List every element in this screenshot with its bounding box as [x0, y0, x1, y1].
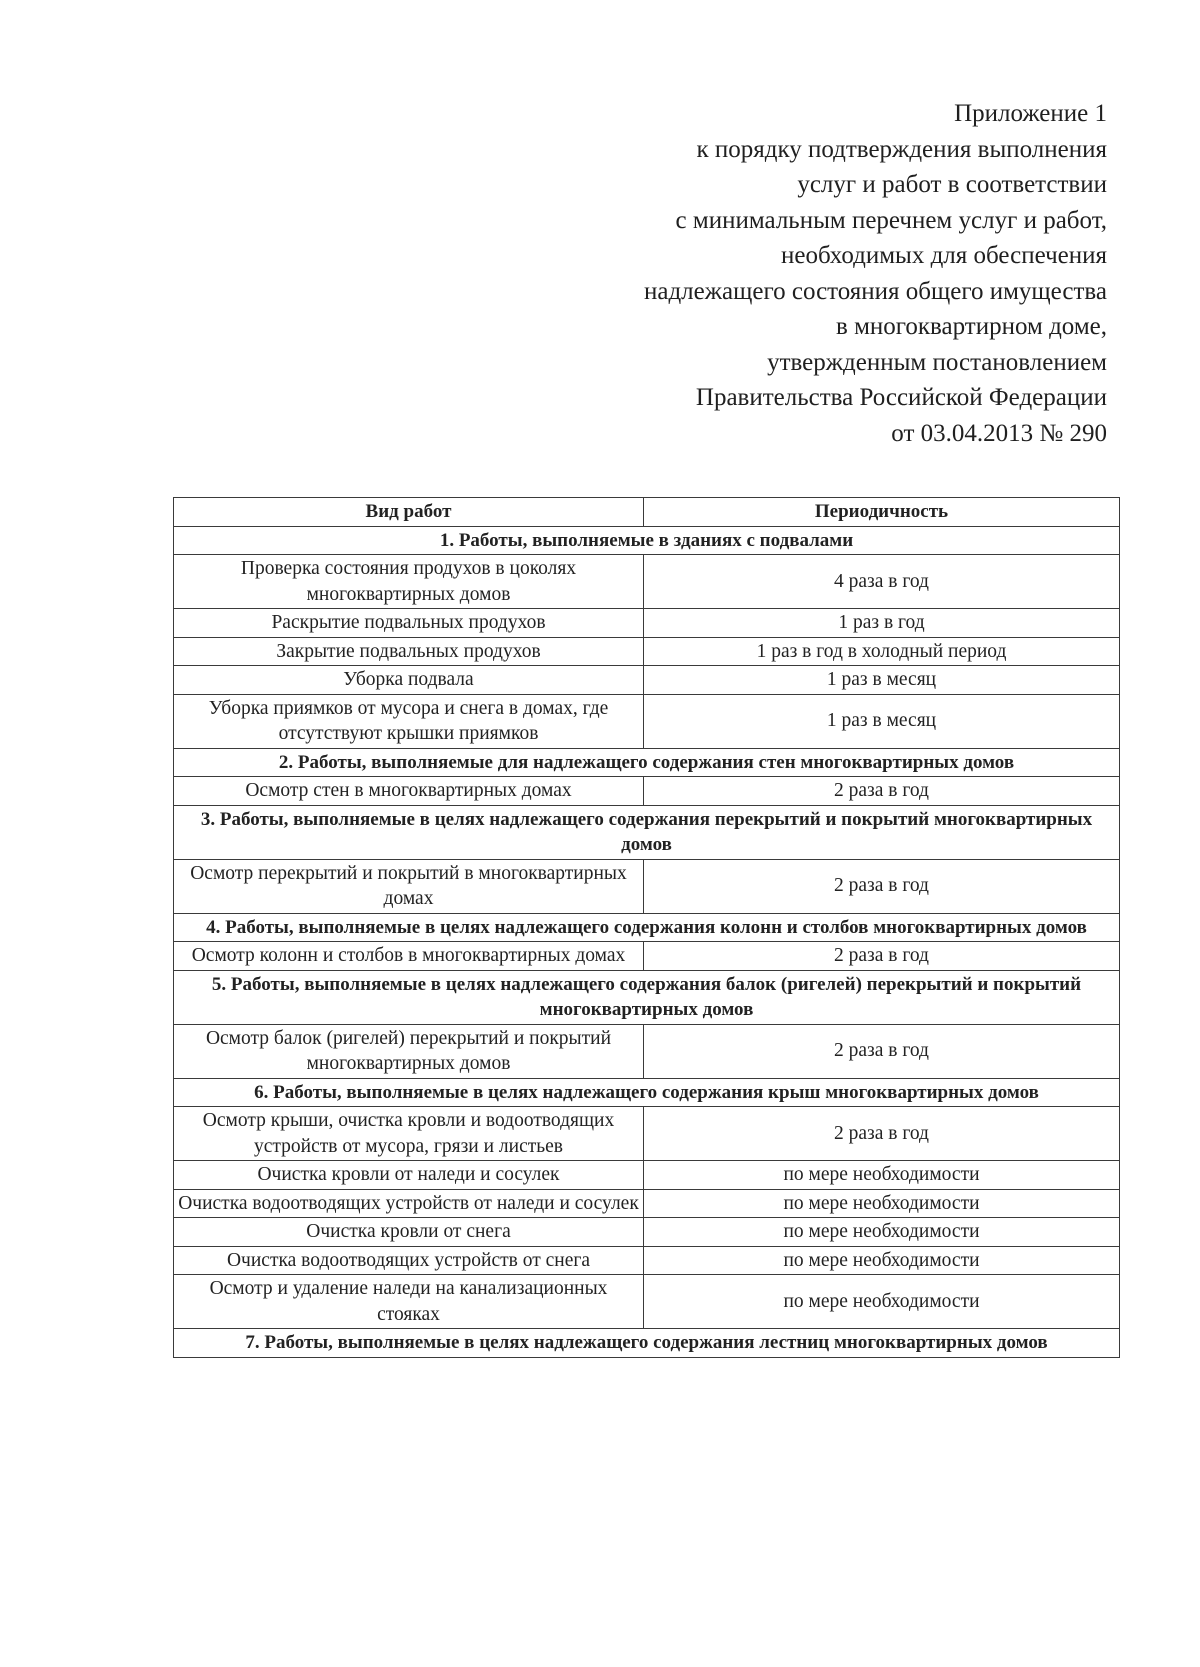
section-row: [174, 913, 1120, 942]
work-type-cell: Закрытие подвальных продухов: [174, 637, 644, 666]
table-row: [174, 1107, 1120, 1161]
work-type-cell: Очистка кровли от наледи и сосулек: [174, 1161, 644, 1190]
work-type-cell: Осмотр крыши, очистка кровли и водоотводящих устройств от мусора, грязи и листьев: [174, 1107, 644, 1161]
work-type-cell: Уборка подвала: [174, 666, 644, 695]
periodicity-cell: 1 раз в месяц: [644, 666, 1120, 695]
periodicity-cell: 2 раза в год: [644, 1024, 1120, 1078]
section-title: 7. Работы, выполняемые в целях надлежащего содержания лестниц многоквартирных домов: [174, 1329, 1120, 1358]
table-row: [174, 555, 1120, 609]
works-table: [173, 497, 1120, 1358]
section-row: [174, 970, 1120, 1024]
periodicity-cell: 2 раза в год: [644, 942, 1120, 971]
periodicity-cell: 2 раза в год: [644, 1107, 1120, 1161]
periodicity-cell: по мере необходимости: [644, 1218, 1120, 1247]
periodicity-cell: по мере необходимости: [644, 1246, 1120, 1275]
periodicity-cell: 1 раз в год: [644, 609, 1120, 638]
section-row: [174, 526, 1120, 555]
section-row: [174, 1078, 1120, 1107]
table-row: [174, 1189, 1120, 1218]
periodicity-cell: по мере необходимости: [644, 1161, 1120, 1190]
table-header-row: [174, 498, 1120, 527]
periodicity-cell: 1 раз в месяц: [644, 694, 1120, 748]
table-row: [174, 1161, 1120, 1190]
table-row: [174, 666, 1120, 695]
periodicity-cell: по мере необходимости: [644, 1275, 1120, 1329]
work-type-cell: Осмотр балок (ригелей) перекрытий и покрытий многоквартирных домов: [174, 1024, 644, 1078]
column-header-periodicity: Периодичность: [644, 498, 1120, 527]
work-type-cell: Очистка кровли от снега: [174, 1218, 644, 1247]
appendix-header: [547, 96, 1107, 451]
work-type-cell: Очистка водоотводящих устройств от снега: [174, 1246, 644, 1275]
periodicity-cell: 1 раз в год в холодный период: [644, 637, 1120, 666]
section-title: 2. Работы, выполняемые для надлежащего содержания стен многоквартирных домов: [174, 748, 1120, 777]
table-row: [174, 859, 1120, 913]
table-row: [174, 942, 1120, 971]
section-row: [174, 1329, 1120, 1358]
section-title: 1. Работы, выполняемые в зданиях с подвалами: [174, 526, 1120, 555]
header-line: Приложение 1: [954, 100, 1107, 127]
works-table-body: [174, 526, 1120, 1357]
work-type-cell: Осмотр колонн и столбов в многоквартирных домах: [174, 942, 644, 971]
table-row: [174, 1275, 1120, 1329]
header-line: услуг и работ в соответствии: [797, 171, 1107, 198]
header-line: необходимых для обеспечения: [781, 242, 1107, 269]
work-type-cell: Осмотр стен в многоквартирных домах: [174, 777, 644, 806]
periodicity-cell: по мере необходимости: [644, 1189, 1120, 1218]
work-type-cell: Очистка водоотводящих устройств от наледи и сосулек: [174, 1189, 644, 1218]
header-line: к порядку подтверждения выполнения: [696, 135, 1107, 163]
section-row: [174, 748, 1120, 777]
table-row: [174, 694, 1120, 748]
table-row: [174, 609, 1120, 638]
table-row: [174, 777, 1120, 806]
periodicity-cell: 2 раза в год: [644, 777, 1120, 806]
column-header-work-type: Вид работ: [174, 498, 644, 527]
table-row: [174, 1246, 1120, 1275]
table-row: [174, 1218, 1120, 1247]
header-line: утвержденным постановлением: [767, 348, 1107, 376]
work-type-cell: Осмотр перекрытий и покрытий в многоквартирных домах: [174, 859, 644, 913]
header-line: надлежащего состояния общего имущества: [643, 277, 1107, 305]
header-line: от 03.04.2013 № 290: [891, 419, 1107, 447]
header-line: в многоквартирном доме,: [836, 313, 1107, 340]
work-type-cell: Осмотр и удаление наледи на канализационных стояках: [174, 1275, 644, 1329]
section-title: 6. Работы, выполняемые в целях надлежащего содержания крыш многоквартирных домов: [174, 1078, 1120, 1107]
section-title: 3. Работы, выполняемые в целях надлежащего содержания перекрытий и покрытий многоквартирных домов: [174, 805, 1120, 859]
table-row: [174, 637, 1120, 666]
work-type-cell: Проверка состояния продухов в цоколях многоквартирных домов: [174, 555, 644, 609]
header-line: Правительства Российской Федерации: [695, 384, 1107, 411]
section-title: 5. Работы, выполняемые в целях надлежащего содержания балок (ригелей) перекрытий и покрытий многоквартирных домов: [174, 970, 1120, 1024]
work-type-cell: Раскрытие подвальных продухов: [174, 609, 644, 638]
periodicity-cell: 2 раза в год: [644, 859, 1120, 913]
table-row: [174, 1024, 1120, 1078]
periodicity-cell: 4 раза в год: [644, 555, 1120, 609]
work-type-cell: Уборка приямков от мусора и снега в домах, где отсутствуют крышки приямков: [174, 694, 644, 748]
section-row: [174, 805, 1120, 859]
section-title: 4. Работы, выполняемые в целях надлежащего содержания колонн и столбов многоквартирных домов: [174, 913, 1120, 942]
header-line: с минимальным перечнем услуг и работ,: [675, 206, 1107, 234]
